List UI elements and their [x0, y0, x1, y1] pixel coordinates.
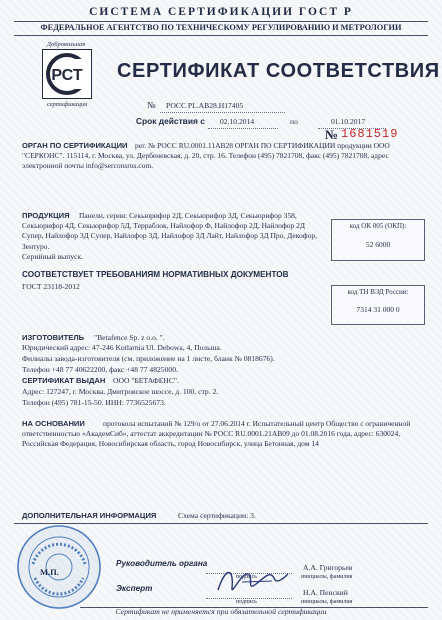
header-rule-2: [14, 35, 428, 36]
expert-name: Н.А. Пенский: [303, 588, 348, 597]
date-from-underline: [208, 128, 278, 129]
organ-text: рег. № РОСС RU.0001.11АВ28 ОРГАН ПО СЕРТИФИКАЦИИ продукции ООО "СЕРКОНС". 115114, г. Москва, ул. Дербеневская, д. 20, стр. 16. Телефон (495) 7821708, факс (495) 7821708, адрес электронной почты info@serconsrus.com.: [22, 141, 390, 171]
okp-code-box: [331, 219, 425, 261]
expert-handwritten-signature-icon: [212, 560, 292, 600]
head-signature-caption: подпись: [236, 574, 257, 580]
certification-scheme: Схема сертификации: 3.: [178, 511, 256, 520]
head-label: Руководитель органа: [116, 559, 208, 568]
serial-production: Серийный выпуск.: [22, 252, 84, 261]
manufacturer-name: "Betafence Sp. z o.o. ".: [94, 333, 165, 342]
organ-label: ОРГАН ПО СЕРТИФИКАЦИИ: [22, 141, 128, 150]
certificate-title: СЕРТИФИКАТ СООТВЕТСТВИЯ: [117, 60, 440, 82]
rst-logo-icon: [42, 49, 92, 99]
tnved-code-box: [331, 285, 425, 325]
organization-stamp-icon: [16, 524, 102, 610]
certification-system-title: СИСТЕМА СЕРТИФИКАЦИИ ГОСТ Р: [89, 6, 353, 18]
product-text: Панели, серии: Секьюрифор 2Д, Секьюрифор 3Д, Секьюрифор 358, Секьюрифор 4Д, Секьюрифор 5Д, Терраблок, Найлофор Ф, Найлофор 2Д, Найлофор 2Д Супер, Найлофор 3Д Супер, Найлофор 3Д, Найлофор 3Д Лайт, Найлофор 3Д Про, Декофор, Зентуро.: [22, 211, 317, 251]
tnved-code-value: 7314 31 000 0: [356, 305, 400, 314]
manufacturer-address: Юридический адрес: 47-246 Kotlarnia Ul. Debowa, 4, Польша.: [22, 343, 222, 352]
head-name: А.А. Григорьев: [303, 563, 353, 572]
issued-phone: Телефон (495) 781-15-50. ИНН: 7736525673.: [22, 398, 166, 407]
header-rule: [14, 21, 428, 22]
tnved-code-label: код ТН ВЭД России:: [347, 288, 409, 296]
expert-signature-caption: подпись: [236, 599, 257, 605]
manufacturer-branches: Филиалы завода-изготовителя (см. приложение на 1 листе, бланк № 0818676).: [22, 354, 275, 363]
standard-reference: ГОСТ 23118-2012: [22, 282, 80, 291]
blank-number-sign: №: [325, 127, 339, 142]
issued-name: ООО "БЕТАФЕНС".: [113, 376, 179, 385]
okp-code-label: код ОК 005 (ОКП):: [349, 222, 407, 230]
expert-label: Эксперт: [116, 584, 153, 593]
manufacturer-label: ИЗГОТОВИТЕЛЬ: [22, 333, 85, 342]
validity-label: Срок действия с: [136, 116, 205, 126]
issued-address: Адрес: 127247, г. Москва, Дмитровское шоссе, д. 100, стр. 2.: [22, 387, 219, 396]
conformity-label: СООТВЕТСТВУЕТ ТРЕБОВАНИЯМ НОРМАТИВНЫХ ДОКУМЕНТОВ: [22, 270, 289, 279]
rst-logo-mark: РСТ: [51, 67, 83, 84]
footer-note: Сертификат не применяется при обязательной сертификации: [115, 607, 327, 616]
validity-date-to: 01.10.2017: [331, 117, 366, 126]
head-initials-caption: инициалы, фамилия: [301, 574, 353, 580]
additional-info-label: ДОПОЛНИТЕЛЬНАЯ ИНФОРМАЦИЯ: [22, 511, 157, 520]
blank-number: 1681519: [341, 127, 399, 141]
logo-top-caption: Добровольная: [46, 41, 86, 48]
cert-number: РОСС PL.АВ28.Н17405: [166, 101, 244, 110]
cert-number-underline: [160, 112, 285, 113]
logo-bottom-caption: сертификация: [46, 101, 88, 108]
stamp-place-mark: М.П.: [40, 567, 59, 577]
okp-code-value: 52 6000: [365, 240, 391, 249]
basis-text: протокола испытаний № 129/о от 27.06.2014 г. Испытательный центр Общество с ограниченной ответственностью «АкадемСиб», аттестат аккредитации № РОСС RU.0001.21АВ09 до 01.08.2016 года, адрес: 630024, Российская Федерация, Новосибирская область, город Новосибирск, улица Бетонная, дом 14: [22, 419, 411, 449]
expert-initials-caption: инициалы, фамилия: [301, 599, 353, 605]
validity-to-word: по: [290, 117, 298, 126]
cert-number-sign: №: [147, 100, 156, 110]
agency-title: ФЕДЕРАЛЬНОЕ АГЕНТСТВО ПО ТЕХНИЧЕСКОМУ РЕГУЛИРОВАНИЮ И МЕТРОЛОГИИ: [40, 23, 402, 32]
product-label: ПРОДУКЦИЯ: [22, 211, 70, 220]
basis-label: НА ОСНОВАНИИ: [22, 419, 85, 428]
manufacturer-phone: Телефон +48 77 40622200, факс +48 77 4825000.: [22, 365, 178, 374]
validity-date-from: 02.10.2014: [220, 117, 255, 126]
issued-label: СЕРТИФИКАТ ВЫДАН: [22, 376, 106, 385]
